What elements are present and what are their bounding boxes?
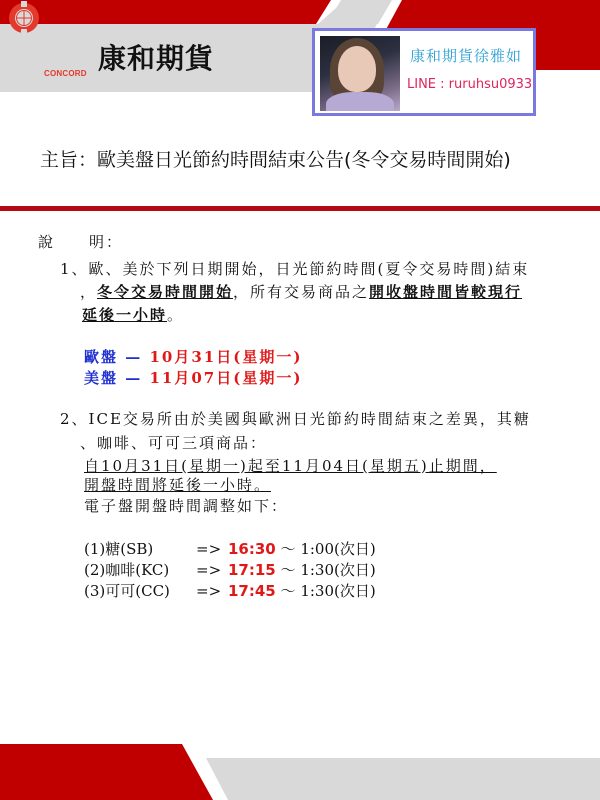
brand-name: 康和期貨 <box>98 42 215 75</box>
concord-logo-icon <box>0 0 48 48</box>
delay-emphasis: 開收盤時間皆較現行 <box>369 283 523 301</box>
winter-start-emphasis: 冬令交易時間開始 <box>97 283 234 301</box>
contact-name: 康和期貨徐雅如 <box>410 47 523 65</box>
schedule-row: (3)可可(CC) => 17:45 ～ 1:30(次日) <box>84 582 376 600</box>
footer-banner <box>0 740 600 800</box>
item1-line2: ，冬令交易時間開始，所有交易商品之開收盤時間皆較現行 <box>80 283 523 301</box>
item2-line1: 2、ICE交易所由於美國與歐洲日光節約時間結束之差異，其糖 <box>60 410 531 428</box>
page-title: 主旨：歐美盤日光節約時間結束公告(冬令交易時間開始) <box>40 149 511 171</box>
profile-photo <box>320 36 400 111</box>
item2-line5: 電子盤開盤時間調整如下： <box>84 497 289 515</box>
date-row-us: 美盤 — 11月07日(星期一) <box>84 369 303 387</box>
schedule-row: (2)咖啡(KC) => 17:15 ～ 1:30(次日) <box>84 561 376 579</box>
contact-line-id: LINE : ruruhsu0933 <box>407 77 533 92</box>
item1-line1: 1、歐、美於下列日期開始，日光節約時間(夏令交易時間)結束 <box>60 260 530 278</box>
logo-text: CONCORD <box>44 69 87 78</box>
description-label: 說 明： <box>38 233 124 251</box>
item2-line4: 開盤時間將延後一小時。 <box>84 476 272 494</box>
date-row-europe: 歐盤 — 10月31日(星期一) <box>84 348 303 366</box>
schedule-row: (1)糖(SB) => 16:30 ～ 1:00(次日) <box>84 540 376 558</box>
item2-line2: 、咖啡、可可三項商品： <box>80 434 268 452</box>
contact-card <box>312 28 536 116</box>
item2-line3: 自10月31日(星期一)起至11月04日(星期五)止期間， <box>84 457 497 475</box>
divider <box>0 206 600 211</box>
footer-background-shapes <box>0 740 600 800</box>
item1-line3: 延後一小時。 <box>82 306 185 324</box>
